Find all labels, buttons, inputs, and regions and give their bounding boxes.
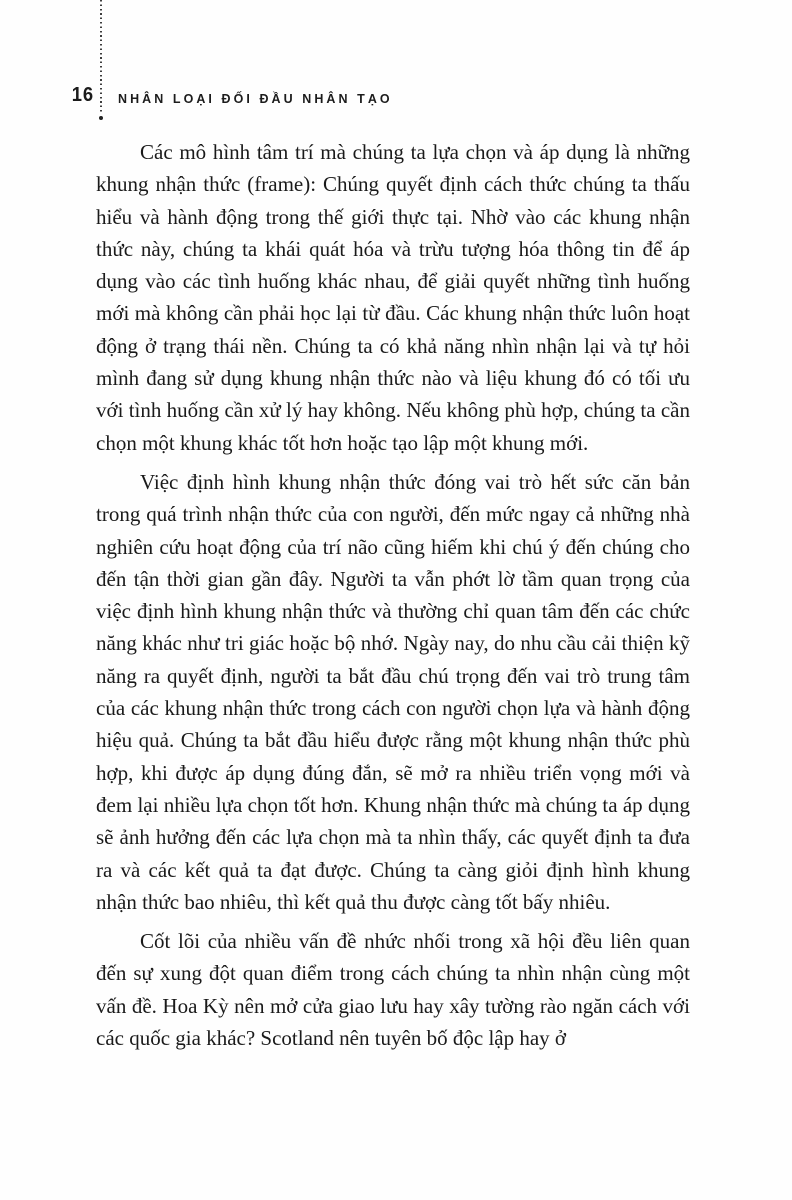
dotted-divider-end-dot bbox=[99, 116, 103, 120]
body-text bbox=[96, 136, 690, 1061]
paragraph-3: Cốt lõi của nhiều vấn đề nhức nhối trong xã hội đều liên quan đến sự xung đột quan điểm trong cách chúng ta nhìn nhận cùng một vấn đề. Hoa Kỳ nên mở cửa giao lưu hay xây tường rào ngăn cách với các quốc gia khác? Scotland nên tuyên bố độc lập hay ở bbox=[96, 929, 690, 1051]
paragraph-2: Việc định hình khung nhận thức đóng vai trò hết sức căn bản trong quá trình nhận thức của con người, đến mức ngay cả những nhà nghiên cứu hoạt động của trí não cũng hiếm khi chú ý đến chúng cho đến tận thời gian gần đây. Người ta vẫn phớt lờ tầm quan trọng của việc định hình khung nhận thức và thường chỉ quan tâm đến các chức năng khác như tri giác hoặc bộ nhớ. Ngày nay, do nhu cầu cải thiện kỹ năng ra quyết định, người ta bắt đầu chú trọng đến vai trò trung tâm của các khung nhận thức trong cách con người chọn lựa và hành động hiệu quả. Chúng ta bắt đầu hiểu được rằng một khung nhận thức phù hợp, khi được áp dụng đúng đắn, sẽ mở ra nhiều triển vọng mới và đem lại nhiều lựa chọn tốt hơn. Khung nhận thức mà chúng ta áp dụng sẽ ảnh hưởng đến các lựa chọn mà ta nhìn thấy, các quyết định ta đưa ra và các kết quả ta đạt được. Chúng ta càng giỏi định hình khung nhận thức bao nhiêu, thì kết quả thu được càng tốt bấy nhiêu. bbox=[96, 469, 690, 914]
running-header-title: NHÂN LOẠI ĐỐI ĐẦU NHÂN TẠO bbox=[118, 91, 393, 106]
dotted-divider-line bbox=[100, 0, 102, 113]
page-number: 16 bbox=[71, 84, 94, 106]
paragraph-1: Các mô hình tâm trí mà chúng ta lựa chọn và áp dụng là những khung nhận thức (frame): Chúng quyết định cách thức chúng ta thấu hiểu và hành động trong thế giới thực tại. Nhờ vào các khung nhận thức này, chúng ta khái quát hóa và trừu tượng hóa thông tin để áp dụng vào các tình huống khác nhau, để giải quyết những tình huống mới mà không cần phải học lại từ đầu. Các khung nhận thức luôn hoạt động ở trạng thái nền. Chúng ta có khả năng nhìn nhận lại và tự hỏi mình đang sử dụng khung nhận thức nào và liệu khung đó có tối ưu với tình huống cần xử lý hay không. Nếu không phù hợp, chúng ta cần chọn một khung khác tốt hơn hoặc tạo lập một khung mới. bbox=[96, 140, 690, 455]
